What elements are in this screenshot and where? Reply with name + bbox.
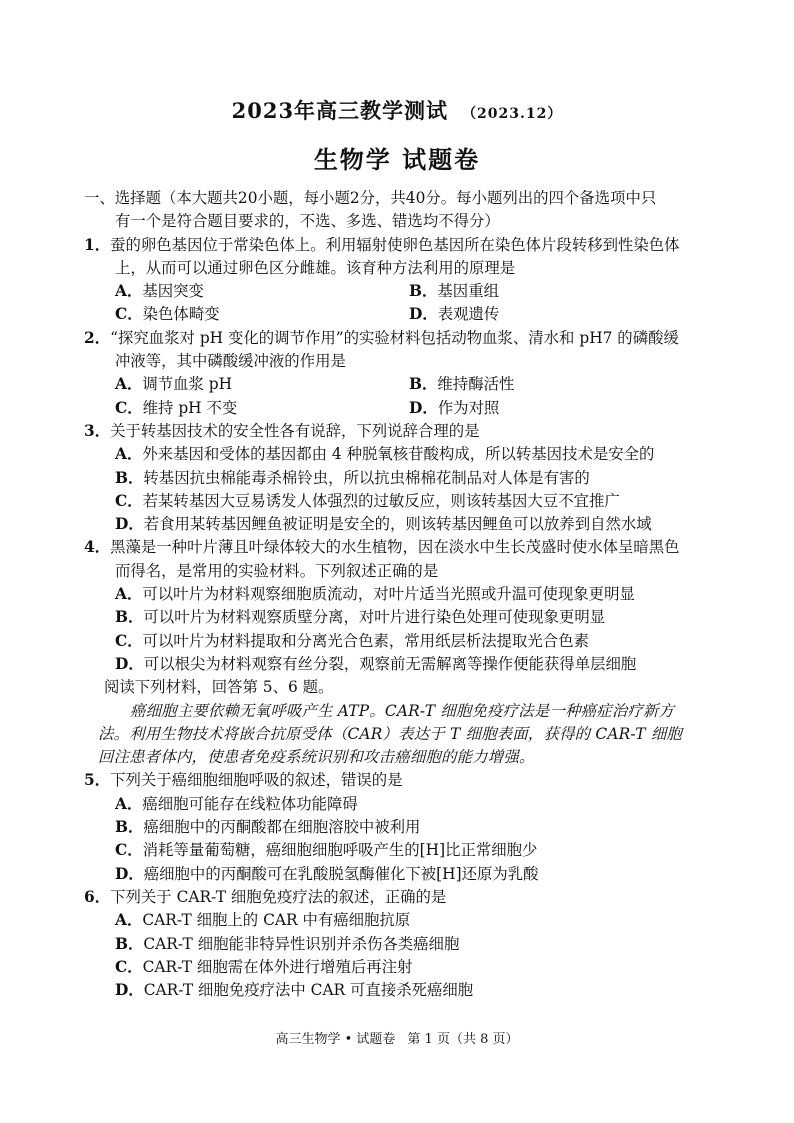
option-b: B．CAR-T 细胞能非特异性识别并杀伤各类癌细胞: [115, 934, 460, 953]
question-text-cont: 上，从而可以通过卵色区分雌雄。该育种方法利用的原理是: [115, 258, 516, 277]
option-a: A．调节血浆 pH: [115, 375, 233, 394]
reading-intro: 阅读下列材料，回答第 5、6 题。: [104, 678, 334, 697]
option-b: B．转基因抗虫棉能毒杀棉铃虫，所以抗虫棉棉花制品对人体是有害的: [115, 468, 590, 487]
exam-date: （2023.12）: [462, 106, 563, 122]
question-text: “探究血浆对 pH 变化的调节作用”的实验材料包括动物血浆、清水和 pH7 的磷酸缓: [110, 328, 679, 347]
question-5: [84, 769, 720, 792]
option-a: A．外来基因和受体的基因都由 4 种脱氧核苷酸构成，所以转基因技术是安全的: [115, 445, 655, 464]
option-b: B．癌细胞中的丙酮酸都在细胞溶胶中被利用: [115, 818, 421, 837]
exam-subtitle: 生物学 试题卷: [313, 145, 481, 174]
question-text: 下列关于癌细胞细胞呼吸的叙述，错误的是: [110, 771, 403, 790]
footer-exam-name: 高三生物学 • 试题卷: [275, 1032, 396, 1047]
question-text: 下列关于 CAR-T 细胞免疫疗法的叙述，正确的是: [110, 887, 447, 906]
option-a: A．癌细胞可能存在线粒体功能障碍: [115, 794, 358, 813]
question-text-cont: 而得名，是常用的实验材料。下列叙述正确的是: [115, 561, 439, 580]
option-row: [84, 280, 720, 303]
question-text: 关于转基因技术的安全性各有说辞，下列说辞合理的是: [110, 421, 480, 440]
option-b: B．维持酶活性: [409, 375, 515, 394]
option-b: B．基因重组: [409, 282, 499, 301]
option-a: A．可以叶片为材料观察细胞质流动，对叶片适当光照或升温可使现象更明显: [115, 585, 635, 604]
option-d: D．作为对照: [409, 398, 500, 417]
option-d: D．表观遗传: [409, 305, 500, 324]
page-footer: [0, 1028, 794, 1047]
question-number: 2．: [84, 328, 111, 347]
option-d: D．可以根尖为材料观察有丝分裂，观察前无需解离等操作便能获得单层细胞: [115, 654, 637, 673]
question-number: 6．: [84, 887, 111, 906]
option-c: C．若某转基因大豆易诱发人体强烈的过敏反应，则该转基因大豆不宜推广: [115, 491, 620, 510]
question-number: 1．: [84, 235, 111, 254]
question-text: 蚕的卵色基因位于常染色体上。利用辐射使卵色基因所在染色体片段转移到性染色体: [110, 235, 680, 254]
option-c: C．消耗等量葡萄糖，癌细胞细胞呼吸产生的[H]比正常细胞少: [115, 841, 538, 860]
footer-page-number: 第 1 页（共 8 页）: [407, 1032, 519, 1047]
section-heading: 一、选择题（本大题共20小题，每小题2分，共40分。每小题列出的四个备选项中只: [84, 189, 657, 207]
section-heading-cont: 有一个是符合题目要求的，不选、多选、错选均不得分）: [115, 212, 500, 231]
option-c: C．可以叶片为材料提取和分离光合色素，常用纸层析法提取光合色素: [115, 631, 589, 650]
question-number: 5．: [84, 771, 111, 790]
exam-title-text: 2023年高三教学测试: [231, 98, 449, 123]
option-b: B．可以叶片为材料观察质壁分离，对叶片进行染色处理可使现象更明显: [115, 608, 606, 627]
exam-title: [0, 95, 794, 125]
option-a: A．CAR-T 细胞上的 CAR 中有癌细胞抗原: [115, 911, 411, 930]
option-c: C．CAR-T 细胞需在体外进行增殖后再注射: [115, 957, 413, 976]
question-4: [84, 536, 720, 559]
option-row: [84, 373, 720, 396]
option-c: C．维持 pH 不变: [115, 398, 238, 417]
reading-material-line: 法。利用生物技术将嵌合抗原受体（CAR）表达于 T 细胞表面，获得的 CAR-T 细胞: [98, 724, 683, 743]
option-c: C．染色体畸变: [115, 305, 220, 324]
option-row: [84, 303, 720, 326]
question-1: [84, 234, 720, 257]
question-number: 3．: [84, 421, 111, 440]
option-d: D．若食用某转基因鲤鱼被证明是安全的，则该转基因鲤鱼可以放养到自然水域: [115, 515, 652, 534]
exam-content: [84, 187, 720, 1002]
option-row: [84, 397, 720, 420]
question-6: [84, 886, 720, 909]
question-text: 黑藻是一种叶片薄且叶绿体较大的水生植物，因在淡水中生长茂盛时使水体呈暗黑色: [110, 538, 680, 557]
option-d: D．癌细胞中的丙酮酸可在乳酸脱氢酶催化下被[H]还原为乳酸: [115, 864, 539, 883]
option-d: D．CAR-T 细胞免疫疗法中 CAR 可直接杀死癌细胞: [115, 981, 474, 1000]
question-number: 4．: [84, 538, 111, 557]
question-3: [84, 420, 720, 443]
question-text-cont: 冲液等，其中磷酸缓冲液的作用是: [115, 352, 346, 371]
question-2: [84, 327, 720, 350]
reading-material-line: 回注患者体内，使患者免疫系统识别和攻击癌细胞的能力增强。: [98, 748, 535, 767]
option-a: A．基因突变: [115, 282, 204, 301]
reading-material-line: 癌细胞主要依赖无氧呼吸产生 ATP。CAR-T 细胞免疫疗法是一种癌症治疗新方: [130, 701, 675, 720]
